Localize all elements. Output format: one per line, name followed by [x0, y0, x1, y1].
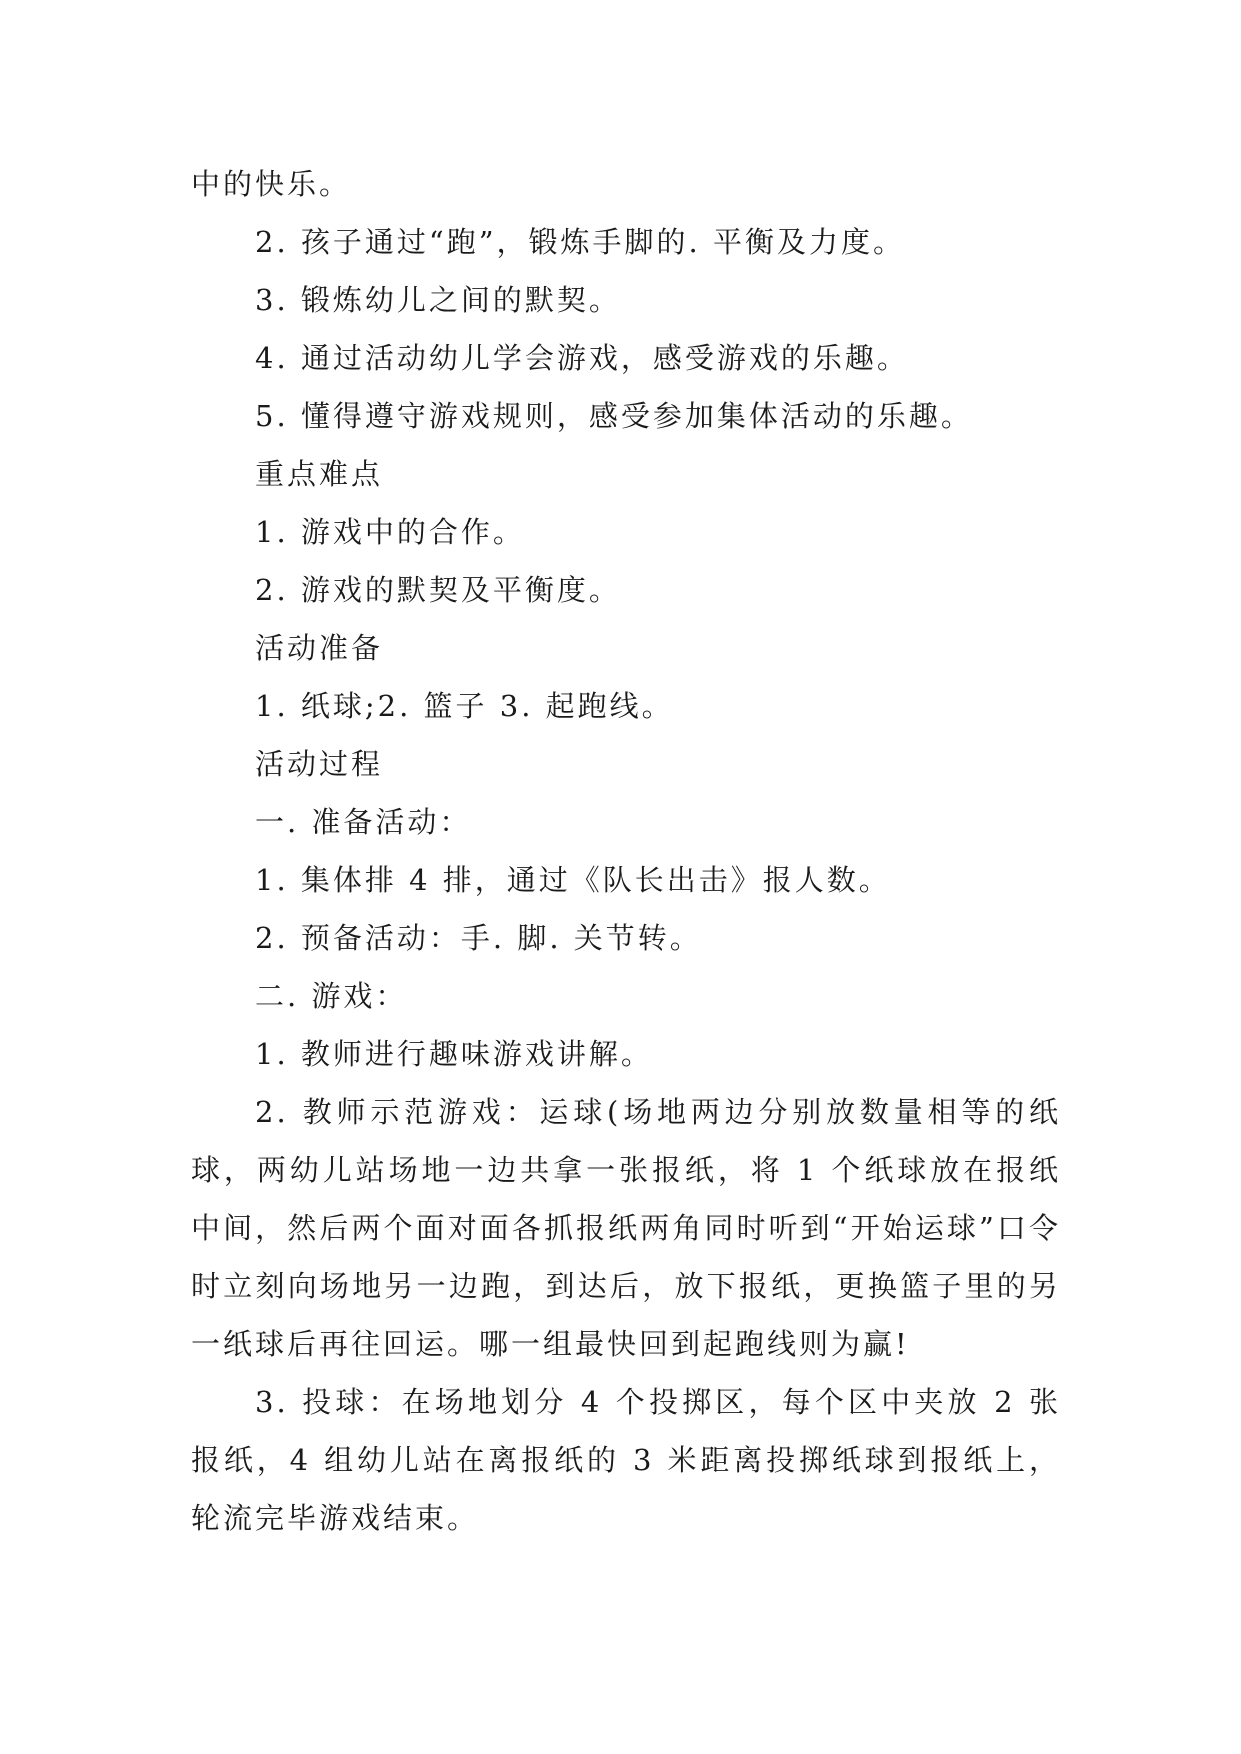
section-heading-preparation: 活动准备: [255, 631, 384, 665]
section-heading-process: 活动过程: [255, 747, 384, 781]
goal-item-5: 5. 懂得遵守游戏规则，感受参加集体活动的乐趣。: [255, 399, 973, 433]
goal-item-3: 3. 锻炼幼儿之间的默契。: [255, 283, 621, 317]
process-step-heading-1: 一. 准备活动：: [255, 805, 472, 839]
process-step-heading-2: 二. 游戏：: [255, 979, 408, 1013]
key-point-item-2: 2. 游戏的默契及平衡度。: [255, 573, 621, 607]
process-step-2-item-1: 1. 教师进行趣味游戏讲解。: [255, 1037, 653, 1071]
goal-item-2: 2. 孩子通过“跑”，锻炼手脚的. 平衡及力度。: [255, 225, 905, 259]
document-body: [191, 155, 1061, 1547]
process-step-2-item-2-paragraph: 2. 教师示范游戏：运球(场地两边分别放数量相等的纸球，两幼儿站场地一边共拿一张报纸，将 1 个纸球放在报纸中间，然后两个面对面各抓报纸两角同时听到“开始运球”口令时立刻向场地另一边跑，到达后，放下报纸，更换篮子里的另一纸球后再往回运。哪一组最快回到起跑线则为赢!: [191, 1095, 1061, 1361]
process-step-1-item-1: 1. 集体排 4 排，通过《队长出击》报人数。: [255, 863, 891, 897]
goal-item-4: 4. 通过活动幼儿学会游戏，感受游戏的乐趣。: [255, 341, 909, 375]
preparation-item: 1. 纸球;2. 篮子 3. 起跑线。: [255, 689, 674, 723]
process-step-2-item-3-paragraph: 3. 投球：在场地划分 4 个投掷区，每个区中夹放 2 张报纸，4 组幼儿站在离报纸的 3 米距离投掷纸球到报纸上，轮流完毕游戏结束。: [191, 1385, 1061, 1535]
key-point-item-1: 1. 游戏中的合作。: [255, 515, 525, 549]
process-step-1-item-2: 2. 预备活动：手. 脚. 关节转。: [255, 921, 702, 955]
section-heading-key-points: 重点难点: [255, 457, 384, 491]
continued-text-line: 中的快乐。: [191, 167, 352, 201]
